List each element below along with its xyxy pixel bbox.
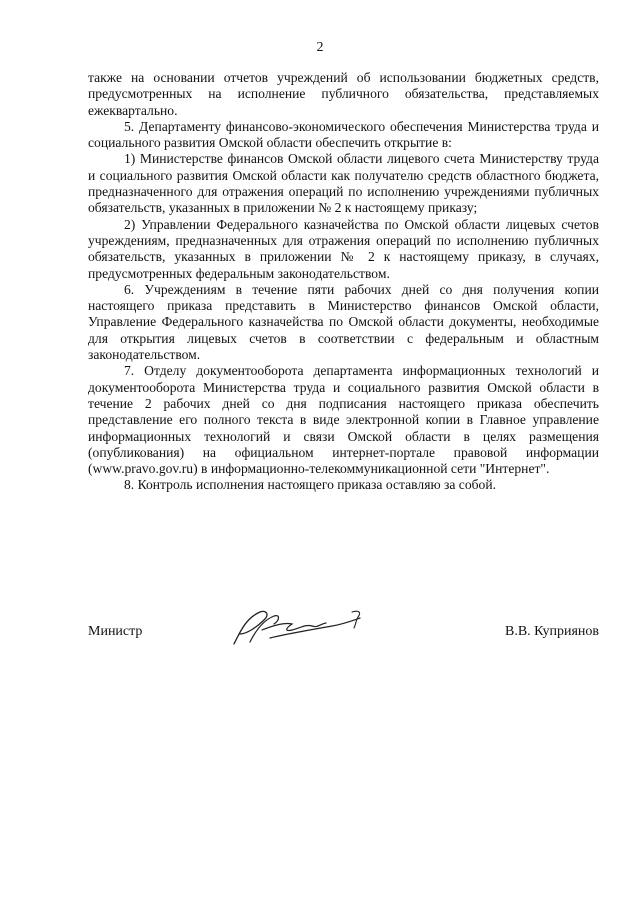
document-body bbox=[88, 70, 599, 494]
handwritten-signature bbox=[220, 604, 370, 650]
signatory-title: Министр bbox=[88, 624, 143, 639]
paragraph-continuation: также на основании отчетов учреждений об использовании бюджетных средств, предусмотренных на исполнение публичного обязательства, представляемых ежеквартально. bbox=[88, 70, 599, 118]
signatory-name: В.В. Куприянов bbox=[505, 624, 599, 639]
paragraph-subitem-1: 1) Министерстве финансов Омской области лицевого счета Министерству труда и социального развития Омской области как получателю средств областного бюджета, предназначенного для отражения операций по исполнению учреждениями публичных обязательств, указанных в приложении № 2 к настоящему приказу; bbox=[88, 151, 599, 216]
paragraph-item-5: 5. Департаменту финансово-экономического обеспечения Министерства труда и социального развития Омской области обеспечить открытие в: bbox=[88, 118, 599, 151]
paragraph-item-6: 6. Учреждениям в течение пяти рабочих дней со дня получения копии настоящего приказа представить в Министерство финансов Омской области, Управление Федерального казначейства по Омской области документы, необходимые для открытия лицевых счетов в соответствии с федеральным и областным законодательством. bbox=[88, 281, 599, 363]
paragraph-item-8: 8. Контроль исполнения настоящего приказа оставляю за собой. bbox=[124, 477, 497, 493]
signature-block bbox=[88, 620, 599, 644]
page-number: 2 bbox=[316, 40, 324, 55]
paragraph-item-7: 7. Отделу документооборота департамента информационных технологий и документооборота Министерства труда и социального развития Омской области в течение 2 рабочих дней со дня подписания настоящего приказа обеспечить представление его полного текста в виде электронной копии в Главное управление информационных технологий и связи Омской области в целях размещения (опубликования) на официальном интернет-портале правовой информации (www.pravo.gov.ru) в информационно-телекоммуникационной сети "Интернет". bbox=[88, 363, 599, 477]
paragraph-subitem-2: 2) Управлении Федерального казначейства по Омской области лицевых счетов учреждениям, предназначенных для отражения операций по исполнению публичных обязательств, указанных в приложении № 2 к настоящему приказу, в случаях, предусмотренных федеральным законодательством. bbox=[88, 216, 599, 281]
